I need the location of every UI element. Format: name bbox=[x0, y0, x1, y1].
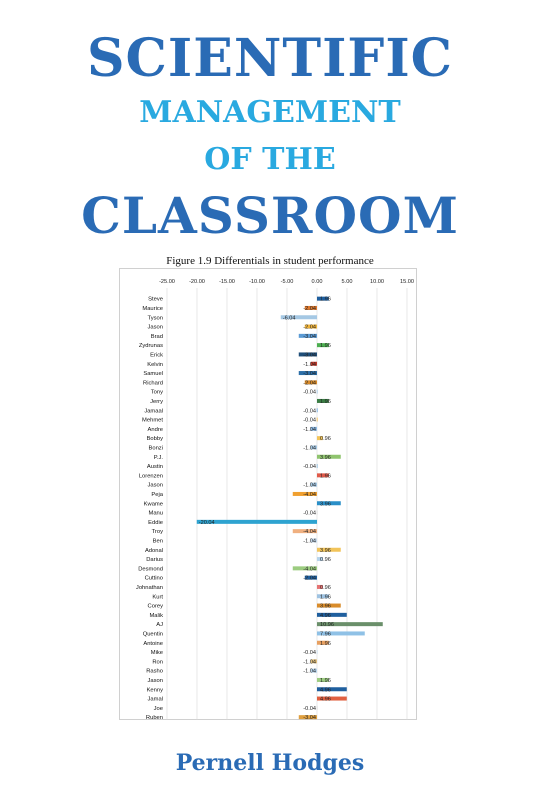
category-label: Kwame bbox=[143, 501, 163, 508]
category-label: Peja bbox=[151, 491, 163, 498]
data-label: -0.04 bbox=[303, 705, 316, 712]
category-label: Joe bbox=[153, 705, 163, 712]
data-label: -1.04 bbox=[303, 482, 316, 489]
category-label: Ruben bbox=[145, 715, 163, 720]
data-label: 0.96 bbox=[320, 584, 331, 591]
category-label: Ron bbox=[152, 659, 163, 666]
category-label: Johnathan bbox=[135, 584, 163, 591]
data-label: -4.04 bbox=[303, 491, 316, 498]
data-label: -0.04 bbox=[303, 389, 316, 396]
category-label: Tyson bbox=[147, 315, 163, 322]
category-label: Tony bbox=[150, 389, 163, 396]
data-label: -1.04 bbox=[303, 426, 316, 433]
x-tick-label: 5.00 bbox=[341, 279, 353, 285]
data-label: 4.96 bbox=[320, 687, 331, 694]
data-label: -20.04 bbox=[198, 519, 215, 526]
x-tick-label: -20.00 bbox=[189, 279, 205, 285]
figure-caption: Figure 1.9 Differentials in student performance bbox=[166, 255, 374, 267]
category-label: Richard bbox=[143, 380, 163, 387]
bar bbox=[317, 650, 318, 654]
data-label: -1.04 bbox=[303, 538, 316, 545]
chart-frame bbox=[120, 269, 417, 720]
category-label: Desmond bbox=[138, 566, 163, 573]
category-label: Kurt bbox=[152, 594, 163, 601]
x-tick-label: 10.00 bbox=[370, 279, 384, 285]
data-label: -2.04 bbox=[303, 305, 316, 312]
data-label: -6.04 bbox=[282, 315, 296, 322]
bar bbox=[317, 511, 318, 515]
data-label: 1.96 bbox=[320, 473, 331, 480]
x-tick-label: -10.00 bbox=[249, 279, 265, 285]
category-label: Steve bbox=[148, 296, 163, 303]
category-label: Jerry bbox=[150, 398, 163, 405]
data-label: -0.04 bbox=[303, 464, 316, 471]
category-label: Corey bbox=[147, 603, 163, 610]
bar bbox=[317, 464, 318, 468]
category-label: Erick bbox=[150, 352, 163, 359]
title-line-scientific: SCIENTIFIC bbox=[86, 28, 454, 89]
category-label: Austin bbox=[146, 464, 163, 471]
category-label: Lorenzen bbox=[138, 473, 163, 480]
bar bbox=[197, 520, 317, 524]
category-label: Malik bbox=[149, 612, 163, 619]
category-label: AJ bbox=[156, 622, 163, 629]
data-label: 0.96 bbox=[320, 436, 331, 443]
data-label: -1.04 bbox=[303, 361, 316, 368]
category-label: Kenny bbox=[146, 687, 163, 694]
data-label: -3.04 bbox=[303, 333, 316, 340]
data-label: -0.04 bbox=[303, 408, 316, 415]
category-label: Brad bbox=[150, 333, 163, 340]
x-tick-label: -25.00 bbox=[159, 279, 175, 285]
category-label: P.J. bbox=[153, 454, 163, 461]
bar bbox=[317, 390, 318, 394]
category-label: Ben bbox=[152, 538, 163, 545]
x-tick-label: 15.00 bbox=[400, 279, 414, 285]
category-label: Mike bbox=[150, 650, 163, 657]
data-label: 1.96 bbox=[320, 398, 331, 405]
category-label: Antoine bbox=[143, 640, 163, 647]
category-label: Jamal bbox=[147, 696, 163, 703]
data-label: -1.04 bbox=[303, 445, 316, 452]
data-label: 10.96 bbox=[320, 622, 334, 629]
title-line-of-the: OF THE bbox=[204, 142, 336, 177]
data-label: -4.04 bbox=[303, 529, 316, 536]
data-label: -2.04 bbox=[303, 575, 316, 582]
category-label: Cuttino bbox=[144, 575, 163, 582]
data-label: 4.96 bbox=[320, 612, 331, 619]
category-label: Manu bbox=[148, 510, 163, 517]
category-label: Jason bbox=[147, 324, 163, 331]
data-label: 1.96 bbox=[320, 594, 331, 601]
data-label: -4.04 bbox=[303, 566, 316, 573]
data-label: -0.04 bbox=[303, 650, 316, 657]
bar bbox=[317, 418, 318, 422]
data-label: -1.04 bbox=[303, 668, 316, 675]
category-label: Maurice bbox=[142, 305, 163, 312]
category-label: Quentin bbox=[142, 631, 163, 638]
category-label: Mehmet bbox=[142, 417, 163, 424]
data-label: 4.96 bbox=[320, 696, 331, 703]
category-label: Zydrunas bbox=[138, 343, 163, 350]
category-label: Eddie bbox=[148, 519, 163, 526]
data-label: 3.96 bbox=[320, 603, 331, 610]
title-line-classroom: CLASSROOM bbox=[81, 186, 459, 245]
bar bbox=[317, 706, 318, 710]
x-tick-label: -5.00 bbox=[280, 279, 294, 285]
category-label: Bobby bbox=[146, 436, 163, 443]
data-label: 3.96 bbox=[320, 501, 331, 508]
category-label: Jason bbox=[147, 482, 163, 489]
data-label: 7.96 bbox=[320, 631, 331, 638]
category-label: Darius bbox=[146, 557, 163, 564]
bar bbox=[317, 408, 318, 412]
author-name: Pernell Hodges bbox=[175, 750, 365, 776]
data-label: -2.04 bbox=[303, 380, 316, 387]
category-label: Kelvin bbox=[147, 361, 163, 368]
data-label: 0.96 bbox=[320, 557, 331, 564]
category-label: Troy bbox=[151, 529, 163, 536]
differentials-bar-chart bbox=[119, 268, 417, 720]
x-tick-label: 0.00 bbox=[311, 279, 323, 285]
category-label: Rasho bbox=[146, 668, 163, 675]
data-label: -3.04 bbox=[303, 352, 316, 359]
category-label: Jamaal bbox=[144, 408, 163, 415]
title-line-management: MANAGEMENT bbox=[139, 95, 401, 130]
data-label: 1.96 bbox=[320, 640, 331, 647]
data-label: 1.96 bbox=[320, 677, 331, 684]
category-label: Bonzi bbox=[148, 445, 163, 452]
data-label: -1.04 bbox=[303, 659, 316, 666]
data-label: 1.96 bbox=[320, 343, 331, 350]
x-tick-label: -15.00 bbox=[219, 279, 235, 285]
data-label: -3.04 bbox=[303, 715, 316, 720]
data-label: 3.96 bbox=[320, 454, 331, 461]
category-label: Adonal bbox=[144, 547, 163, 554]
category-label: Jason bbox=[147, 677, 163, 684]
data-label: -2.04 bbox=[303, 324, 316, 331]
category-label: Samuel bbox=[143, 371, 163, 378]
data-label: -0.04 bbox=[303, 417, 316, 424]
category-label: Andre bbox=[147, 426, 163, 433]
data-label: 3.96 bbox=[320, 547, 331, 554]
data-label: -3.04 bbox=[303, 371, 316, 378]
data-label: -0.04 bbox=[303, 510, 316, 517]
data-label: 1.96 bbox=[320, 296, 331, 303]
